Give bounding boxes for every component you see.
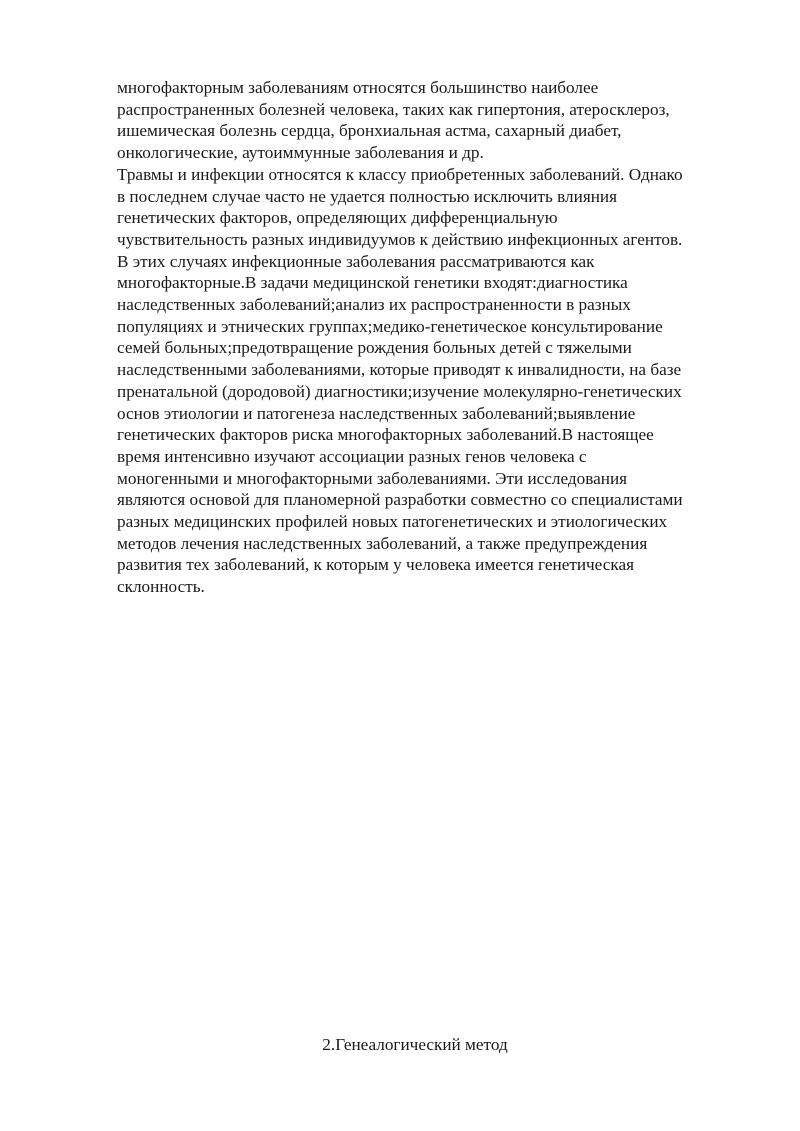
text-line: онкологические, аутоиммунные заболевания и др. — [117, 143, 484, 163]
text-line: ишемическая болезнь сердца, бронхиальная астма, сахарный диабет, — [117, 121, 622, 141]
text-line: наследственных заболеваний;анализ их распространенности в разных — [117, 295, 631, 314]
text-line: пренатальной (дородовой) диагностики;изучение молекулярно-генетических — [117, 381, 682, 401]
text-line: время интенсивно изучают ассоциации разных генов человека с — [117, 446, 587, 466]
text-line: основ этиологии и патогенеза наследственных заболеваний;выявление — [117, 403, 636, 423]
text-line: генетических факторов риска многофакторных заболеваний.В настоящее — [117, 425, 654, 445]
section-heading: 2.Генеалогический метод — [322, 1035, 508, 1054]
text-line: распространенных болезней человека, таких как гипертония, атеросклероз, — [117, 99, 670, 119]
text-line: наследственными заболеваниями, которые приводят к инвалидности, на базе — [117, 360, 682, 380]
text-line: В этих случаях инфекционные заболевания рассматриваются как — [117, 251, 595, 271]
text-line: моногенными и многофакторными заболеваниями. Эти исследования — [117, 468, 628, 488]
text-line: Травмы и инфекции относятся к классу приобретенных заболеваний. Однако — [117, 164, 683, 184]
text-line: являются основой для планомерной разработки совместно со специалистами — [117, 490, 683, 510]
text-line: семей больных;предотвращение рождения больных детей с тяжелыми — [117, 338, 632, 358]
text-line: развития тех заболеваний, к которым у человека имеется генетическая — [117, 555, 634, 575]
text-line: чувствительность разных индивидуумов к действию инфекционных агентов. — [117, 229, 683, 249]
text-line: разных медицинских профилей новых патогенетических и этиологических — [117, 512, 668, 531]
text-line: в последнем случае часто не удается полностью исключить влияния — [117, 186, 618, 206]
text-line: склонность. — [117, 577, 205, 597]
text-line: многофакторные.В задачи медицинской генетики входят:диагностика — [117, 273, 628, 293]
text-line: многофакторным заболеваниям относятся большинство наиболее — [117, 78, 599, 97]
text-line: популяциях и этнических группах;медико-генетическое консультирование — [117, 316, 663, 336]
text-line: генетических факторов, определяющих дифференциальную — [117, 208, 558, 228]
text-line: методов лечения наследственных заболеваний, а также предупреждения — [117, 533, 648, 553]
